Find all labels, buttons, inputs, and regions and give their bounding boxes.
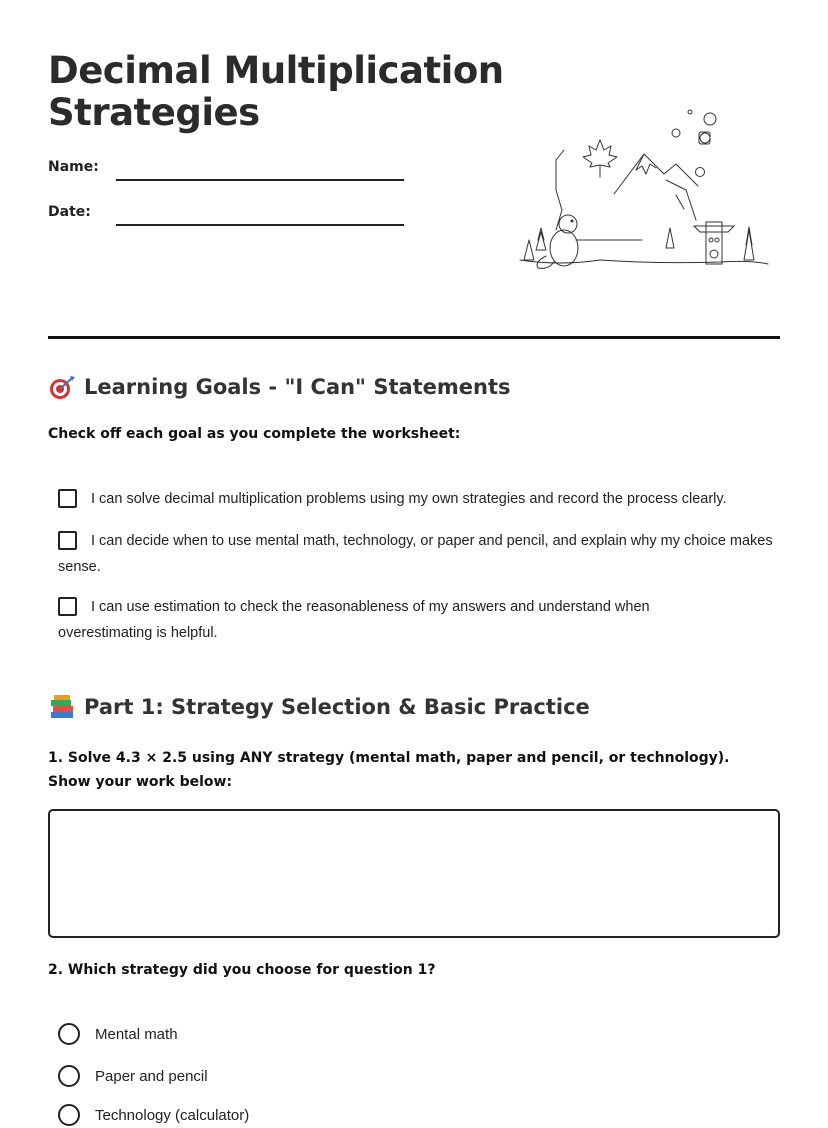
- question-1: 1. Solve 4.3 × 2.5 using ANY strategy (mental math, paper and pencil, or technology). Show your work below:: [48, 750, 730, 790]
- goal-text-3: I can use estimation to check the reasonableness of my answers and understand when overestimating is helpful.: [58, 599, 650, 641]
- date-line[interactable]: [116, 224, 404, 226]
- question-2: 2. Which strategy did you choose for question 1?: [48, 962, 436, 978]
- target-icon: [48, 374, 76, 400]
- date-field: [48, 204, 408, 230]
- goals-instruction: Check off each goal as you complete the worksheet:: [48, 426, 461, 442]
- goal-text-1: I can solve decimal multiplication problems using my own strategies and record the process clearly.: [91, 491, 727, 507]
- name-line[interactable]: [116, 179, 404, 181]
- canada-landscape-illustration: [516, 100, 772, 270]
- q2-option-paper-pencil[interactable]: [58, 1063, 208, 1089]
- goal-checkbox-1[interactable]: [58, 489, 77, 508]
- section-divider: [48, 336, 780, 339]
- option-label: Technology (calculator): [95, 1106, 250, 1124]
- name-field: [48, 159, 408, 185]
- goal-item: [58, 594, 698, 646]
- goal-item: [58, 528, 773, 580]
- radio-mental-math[interactable]: [58, 1023, 80, 1045]
- goal-checkbox-3[interactable]: [58, 597, 77, 616]
- part1-title: Part 1: Strategy Selection & Basic Practice: [84, 695, 590, 719]
- q1-answer-box[interactable]: [48, 809, 780, 938]
- part1-heading: [48, 694, 590, 720]
- goal-item: [58, 486, 773, 512]
- q2-option-mental-math[interactable]: [58, 1021, 178, 1047]
- goal-checkbox-2[interactable]: [58, 531, 77, 550]
- goal-text-2: I can decide when to use mental math, technology, or paper and pencil, and explain why my choice makes sense.: [58, 533, 773, 575]
- learning-goals-title: Learning Goals - "I Can" Statements: [84, 375, 511, 399]
- q2-option-technology[interactable]: [58, 1102, 249, 1128]
- books-icon: [48, 694, 76, 720]
- radio-paper-pencil[interactable]: [58, 1065, 80, 1087]
- radio-technology[interactable]: [58, 1104, 80, 1126]
- worksheet-title: Decimal Multiplication Strategies: [48, 49, 504, 134]
- option-label: Paper and pencil: [95, 1067, 208, 1085]
- option-label: Mental math: [95, 1025, 178, 1043]
- date-label: Date:: [48, 204, 91, 220]
- learning-goals-heading: [48, 374, 511, 400]
- name-label: Name:: [48, 159, 99, 175]
